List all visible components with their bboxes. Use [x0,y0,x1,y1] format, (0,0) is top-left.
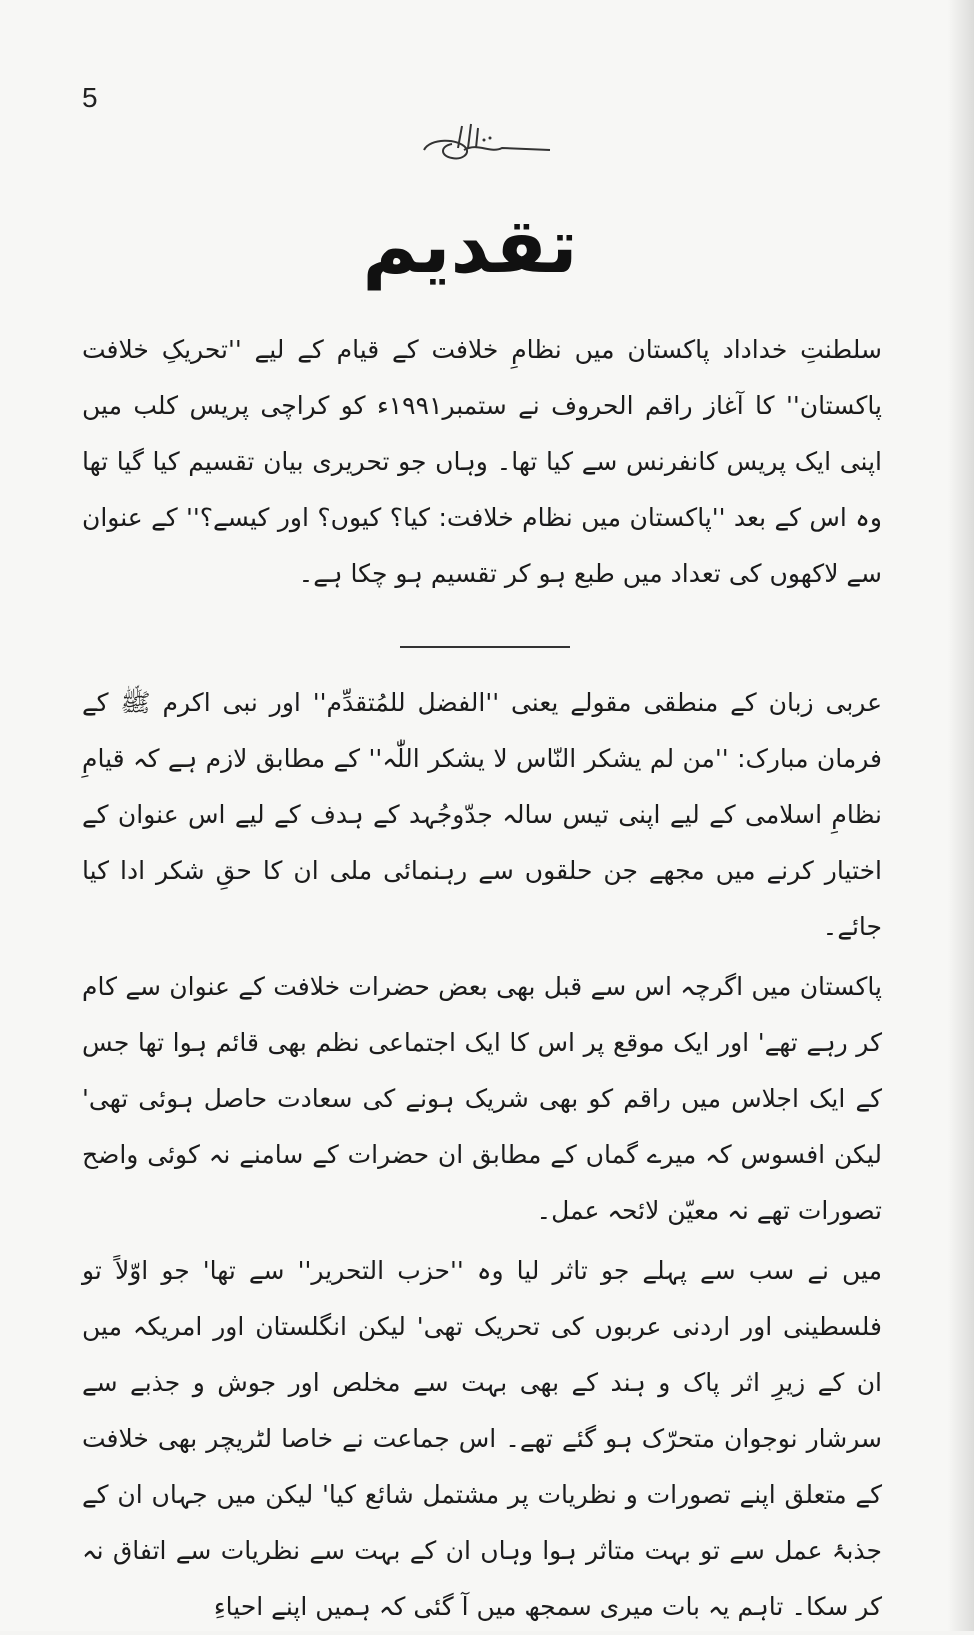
page-number: 5 [82,82,98,113]
section-divider [400,646,570,648]
body-paragraph-3: میں نے سب سے پہلے جو تاثر لیا وہ ''حزب التحریر'' سے تھا' جو اوّلاً تو فلسطینی اور اردنی عربوں کی تحریک تھی' لیکن انگلستان اور امریکہ میں ان کے زیرِ اثر پاک و ہند کے بھی بہت سے مخلص اور جوش و جذبے سے سرشار نوجوان متحرّک ہو گئے تھے۔ اس جماعت نے خاصا لٹریچر بھی خلافت کے متعلق اپنے تصورات و نظریات پر مشتمل شائع کیا' لیکن میں جہاں ان کے جذبۂ عمل سے تو بہت متاثر ہوا وہاں ان کے بہت سے نظریات سے اتفاق نہ کر سکا۔ تاہم یہ بات میری سمجھ میں آ گئی کہ ہمیں اپنے احیاءِ [82,1256,882,1621]
page-title: تقدیم [362,200,578,290]
body-paragraph-2: پاکستان میں اگرچہ اس سے قبل بھی بعض حضرات خلافت کے عنوان سے کام کر رہے تھے' اور ایک موقع پر اس کا ایک اجتماعی نظم بھی قائم ہوا تھا جس کے ایک اجلاس میں راقم کو بھی شریک ہونے کی سعادت حاصل ہوئی تھی' لیکن افسوس کہ میرے گماں کے مطابق ان حضرات کے سامنے نہ کوئی واضح تصورات تھے نہ معیّن لائحہ عمل۔ [82,972,882,1225]
intro-paragraph: سلطنتِ خداداد پاکستان میں نظامِ خلافت کے قیام کے لیے ''تحریکِ خلافت پاکستان'' کا آغاز راقم الحروف نے ستمبر۱۹۹۱ء کو کراچی پریس کلب میں اپنی ایک پریس کانفرنس سے کیا تھا۔ وہاں جو تحریری بیان تقسیم کیا گیا تھا وہ اس کے بعد ''پاکستان میں نظام خلافت: کیا؟ کیوں؟ اور کیسے؟'' کے عنوان سے لاکھوں کی تعداد میں طبع ہو کر تقسیم ہو چکا ہے۔ [82,335,883,588]
body-section [82,675,882,1635]
body-paragraph-1: عربی زبان کے منطقی مقولے یعنی ''الفضل للمُتقدِّم'' اور نبی اکرم ﷺ کے فرمان مبارک: ''من لم یشکر النّاس لا یشکر اللّٰہ'' کے مطابق لازم ہے کہ قیامِ نظامِ اسلامی کے لیے اپنی تیس سالہ جدّوجُہد کے ہدف کے لیے اس عنوان کے اختیار کرنے میں مجھے جن حلقوں سے رہنمائی ملی ان کا حقِ شکر ادا کیا جائے۔ [82,688,882,941]
calligraphic-ornament-icon [418,120,554,166]
intro-section [82,322,882,602]
page-edge-shadow [948,0,974,1631]
